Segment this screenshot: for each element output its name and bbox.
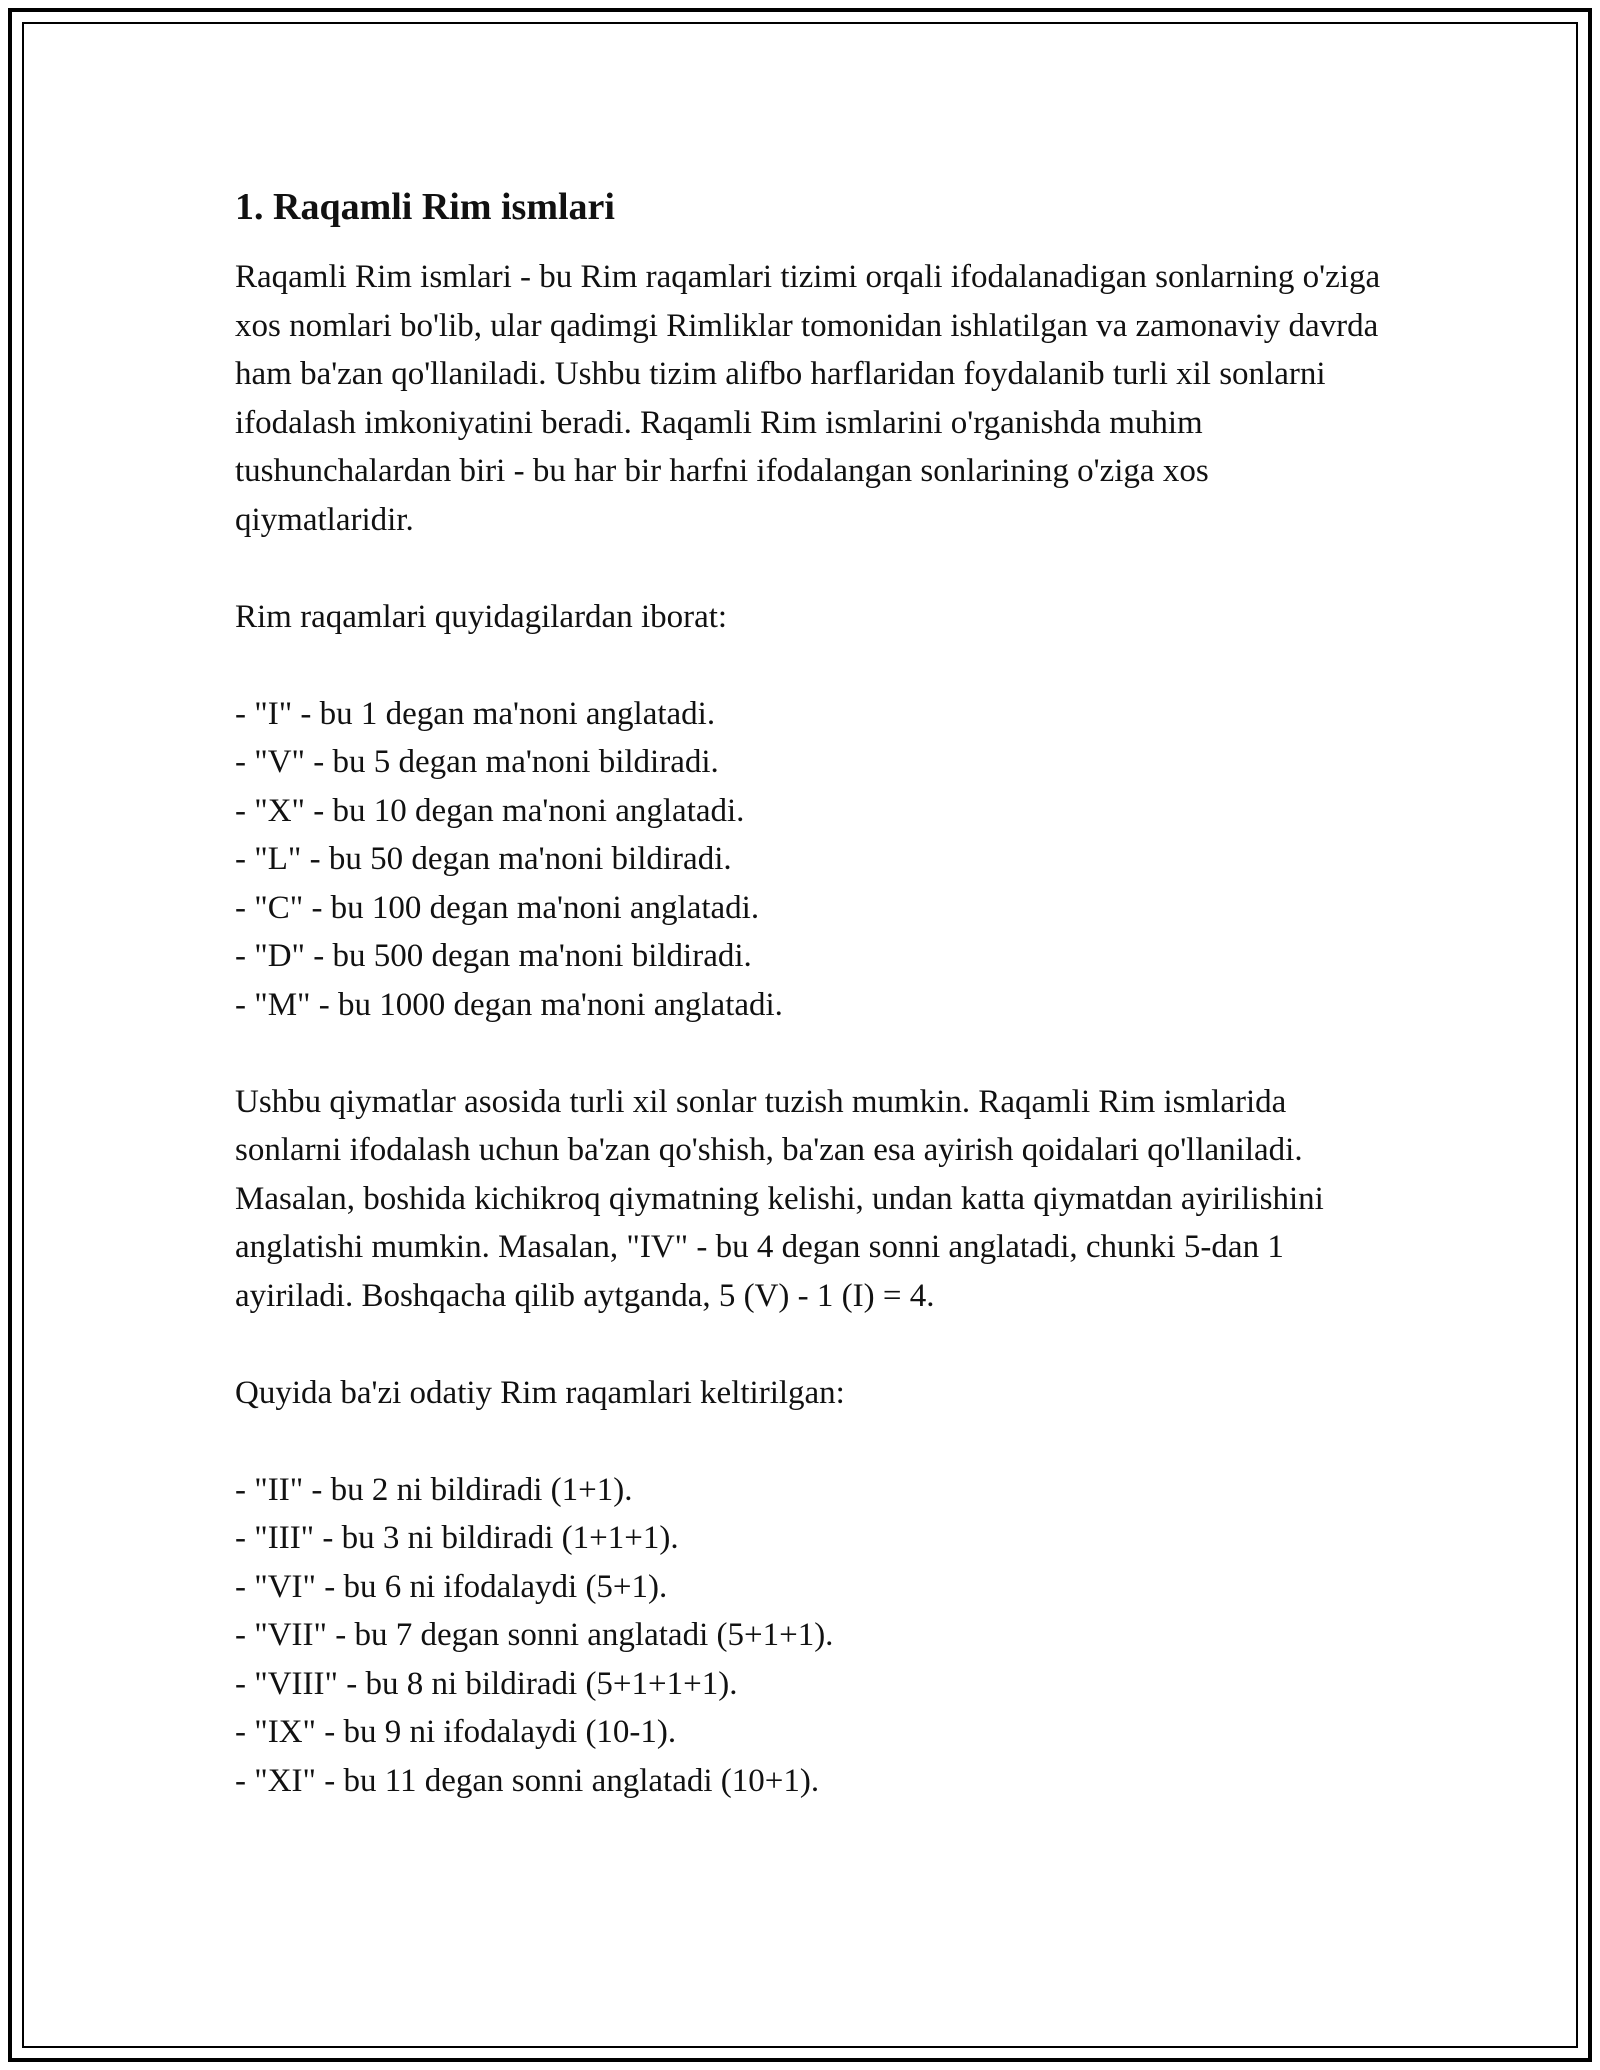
list2-intro: Quyida ba'zi odatiy Rim raqamlari keltirilgan: <box>235 1374 845 1411</box>
list-item: - "III" - bu 3 ni bildiradi (1+1+1). <box>235 1520 679 1556</box>
list-item: - "V" - bu 5 degan ma'noni bildiradi. <box>235 744 719 780</box>
list-item: - "X" - bu 10 degan ma'noni anglatadi. <box>235 792 745 829</box>
spacer <box>235 1417 1395 1466</box>
intro-paragraph: Raqamli Rim ismlari - bu Rim raqamlari tizimi orqali ifodalanadigan sonlarning o'ziga xos nomlari bo'lib, ular qadimgi Rimliklar tomonidan ishlatilgan va zamonaviy davrda ham ba'zan qo'llaniladi. Ushbu tizim alifbo harflaridan foydalanib turli xil sonlarni ifodalash imkoniyatini beradi. Raqamli Rim ismlarini o'rganishda muhim tushunchalardan biri - bu har bir harfni ifodalangan sonlarining o'ziga xos qiymatlaridir. <box>235 259 1381 538</box>
spacer <box>235 1029 1395 1078</box>
section-heading: 1. Raqamli Rim ismlari <box>235 186 615 228</box>
spacer <box>235 641 1395 690</box>
list-item: - "D" - bu 500 degan ma'noni bildiradi. <box>235 938 752 974</box>
list-item: - "XI" - bu 11 degan sonni anglatadi (10+1). <box>235 1762 820 1799</box>
rules-paragraph: Ushbu qiymatlar asosida turli xil sonlar tuzish mumkin. Raqamli Rim ismlarida sonlarni ifodalash uchun ba'zan qo'shish, ba'zan esa ayirish qoidalari qo'llaniladi. Masalan, boshida kichikroq qiymatning kelishi, undan katta qiymatdan ayirilishini anglatishi mumkin. Masalan, "IV" - bu 4 degan sonni anglatadi, chunki 5-dan 1 ayiriladi. Boshqacha qilib aytganda, 5 (V) - 1 (I) = 4. <box>235 1083 1324 1314</box>
spacer <box>235 1320 1395 1369</box>
list-item: - "II" - bu 2 ni bildiradi (1+1). <box>235 1471 633 1508</box>
list-item: - "VII" - bu 7 degan sonni anglatadi (5+1+1). <box>235 1617 834 1653</box>
list-item: - "VI" - bu 6 ni ifodalaydi (5+1). <box>235 1568 668 1605</box>
roman-numerals-list <box>235 690 1395 1030</box>
list-item: - "IX" - bu 9 ni ifodalaydi (10-1). <box>235 1714 677 1750</box>
list-item: - "I" - bu 1 degan ma'noni anglatadi. <box>235 695 716 732</box>
spacer <box>235 544 1395 593</box>
common-numerals-list <box>235 1466 1395 1806</box>
list1-intro: Rim raqamlari quyidagilardan iborat: <box>235 598 728 635</box>
list-item: - "M" - bu 1000 degan ma'noni anglatadi. <box>235 986 783 1023</box>
list-item: - "C" - bu 100 degan ma'noni anglatadi. <box>235 889 760 926</box>
list-item: - "VIII" - bu 8 ni bildiradi (5+1+1+1). <box>235 1665 738 1702</box>
list-item: - "L" - bu 50 degan ma'noni bildiradi. <box>235 841 732 877</box>
document-body <box>235 183 1395 1805</box>
